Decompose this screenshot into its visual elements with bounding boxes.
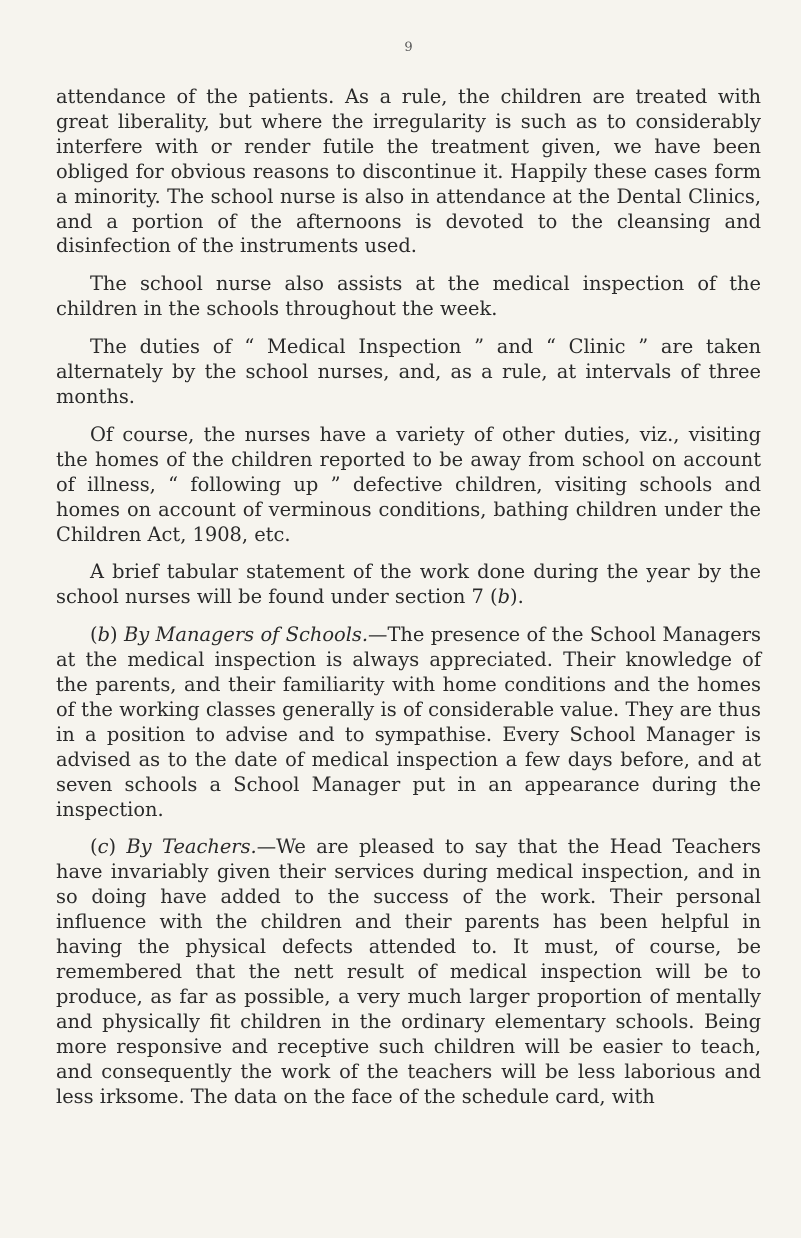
managers-text: —The presence of the School Managers at the medical inspection is always appreciated. Their knowledge of the parents, and their familiarity with home conditions and the homes of the working classes generally is of considerable value. They are thus in a position to advise and to sympathise. Every School Manager is advised as to the date of medical inspection a few days before, and at seven schools a School Manager put in an appearance during the inspection. — [56, 623, 762, 821]
section-label-open: ( — [90, 623, 98, 647]
section-heading-teachers: By Teachers. — [126, 835, 257, 859]
section-heading-managers: By Managers of Schools. — [123, 623, 369, 647]
tabular-statement-close: ). — [510, 585, 524, 609]
section-label-close: ) — [110, 623, 118, 647]
paragraph-tabular-statement — [56, 560, 761, 610]
section-label-letter: b — [97, 623, 110, 647]
paragraph-nurse-assists: The school nurse also assists at the medical inspection of the children in the schools throughout the week. — [56, 272, 761, 321]
document-page — [56, 0, 761, 1238]
paragraph-other-duties: Of course, the nurses have a variety of other duties, viz., visiting the homes of the children reported to be away from school on account of illness, “ following up ” defective children, visiting schools and homes on account of verminous conditions, bathing children under the Children Act, 1908, etc. — [56, 422, 761, 546]
section-letter-reference: b — [497, 585, 511, 609]
tabular-statement-text: A brief tabular statement of the work done during the year by the school nurses will be found under section 7 ( — [56, 560, 761, 609]
section-label-close: ) — [108, 835, 117, 859]
paragraph-managers — [56, 623, 761, 822]
paragraph-teachers — [56, 835, 761, 1109]
page-number: 9 — [404, 40, 413, 55]
body-text — [56, 85, 761, 1122]
section-label-letter: c — [97, 835, 109, 859]
section-label-open: ( — [90, 835, 98, 859]
paragraph-continuation: attendance of the patients. As a rule, the children are treated with great liberality, but where the irregularity is such as to considerably interfere with or render futile the treatment given, we have been obliged for obvious reasons to discontinue it. Happily these cases form a minority. The school nurse is also in attendance at the Dental Clinics, and a portion of the afternoons is devoted to the cleansing and disinfection of the instruments used. — [56, 85, 761, 258]
paragraph-duties-alternation: The duties of “ Medical Inspection ” and “ Clinic ” are taken alternately by the school nurses, and, as a rule, at intervals of three months. — [56, 335, 761, 408]
teachers-text: —We are pleased to say that the Head Teachers have invariably given their services during medical inspection, and in so doing have added to the success of the work. Their personal influence with the children and their parents has been helpful in having the physical defects attended to. It must, of course, be remembered that the nett result of medical inspection will be to produce, as far as possible, a very much larger proportion of mentally and physically fit children in the ordinary elementary schools. Being more responsive and receptive such children will be easier to teach, and consequently the work of the teachers will be less laborious and less irksome. The data on the face of the schedule card, with — [56, 835, 761, 1108]
